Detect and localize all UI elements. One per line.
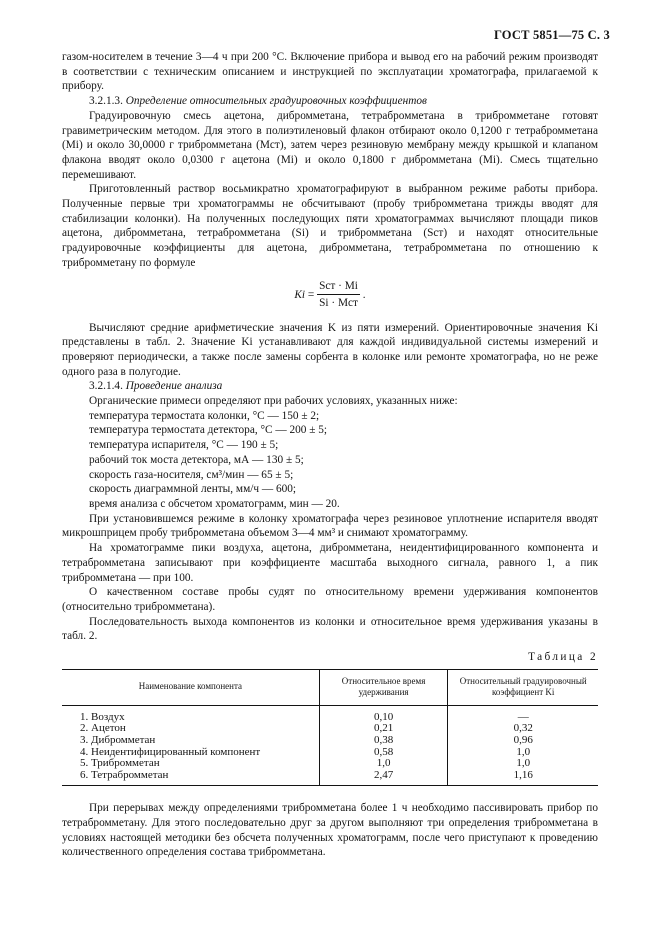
table-cell-coef: — [448,705,598,723]
condition-item: температура испарителя, °С — 190 ± 5; [89,439,279,452]
formula-lhs: Ki [294,288,306,301]
paragraph-10: При перерывах между определениями трибромметана более 1 ч необходимо пассивировать прибор по тетрабромметану. Для этого последовательно друг за другом выполняют три определения трибромметана в условиях настоящей методики без обсчета полученных хроматограмм, после чего приступают к проведению количественного определения состава трибромметана. [62,802,598,859]
paragraph-9: Последовательность выхода компонентов из колонки и относительное время удерживания указаны в табл. 2. [62,615,598,643]
paragraph-2: Градуировочную смесь ацетона, дибромметана, тетрабромметана в трибромметане готовят гравиметрическим методом. Для этого в полиэтиленовый флакон отбирают около 0,1200 г тетрабромметана (Mi) и около 30,0000 г трибромметана (Mст), затем через резиновую мембрану между крышкой и клапаном флакона вводят около 0,0300 г ацетона (Mi) и около 0,1800 г дибромметана (Mi). Смесь тщательно перемешивают. [62,109,598,181]
formula-equals: = [307,288,315,301]
paragraph-5: Органические примеси определяют при рабочих условиях, указанных ниже: [89,395,458,408]
table-cell-name: 1. Воздух [80,710,125,723]
table-cell-time: 0,10 [319,705,448,723]
table-caption: Таблица 2 [528,651,598,664]
table-cell-coef: 1,0 [448,758,598,770]
table-row [62,705,598,723]
table-cell-time: 0,21 [319,723,448,735]
section-3-2-1-4-heading [62,379,598,394]
table-row [62,735,598,747]
paragraph-4: Вычисляют средние арифметические значения K из пяти измерений. Ориентировочные значения Ki представлены в табл. 2. Значение Ki устанавливают для каждой индивидуальной системы измерений и проверяют периодически, а также после замены сорбента в колонке или ремонте хроматографа, но не реже одного раза в полугодие. [62,321,598,378]
table-header-time: Относительное время удерживания [319,669,448,705]
formula-denominator: Si · Mст [319,297,358,310]
condition-item: скорость диаграммной ленты, мм/ч — 600; [89,483,297,496]
section-3-2-1-3-heading [62,94,598,109]
page-content [62,50,598,860]
section-title: Определение относительных градуировочных коэффициентов [125,95,427,108]
page-header: ГОСТ 5851—75 С. 3 [493,28,610,42]
table-cell-name: 6. Тетрабромметан [80,768,169,781]
table-row [62,758,598,770]
table-cell-name: 4. Неидентифицированный компонент [80,745,261,758]
table-cell-time: 1,0 [319,758,448,770]
section-number: 3.2.1.3. [89,95,123,108]
table-cell-coef: 1,16 [448,770,598,786]
conditions-list [62,409,598,512]
table-cell-time: 2,47 [319,770,448,786]
table-cell-time: 0,38 [319,735,448,747]
table-row [62,770,598,786]
condition-item: скорость газа-носителя, см³/мин — 65 ± 5; [89,468,294,481]
table-cell-coef: 1,0 [448,747,598,759]
table-cell-time: 0,58 [319,747,448,759]
formula-fraction [317,279,360,311]
table-cell-name: 3. Дибромметан [80,733,156,746]
formula-end: . [362,288,366,301]
condition-item: температура термостата колонки, °С — 150 ± 2; [89,409,320,422]
condition-item: температура термостата детектора, °С — 200 ± 5; [89,424,328,437]
table-header-coef: Относительный градуировочный коэффициент Ki [448,669,598,705]
formula-numerator: Sст · Mi [317,279,360,296]
condition-item: время анализа с обсчетом хроматограмм, мин — 20. [89,497,340,510]
table-cell-coef: 0,32 [448,723,598,735]
condition-item: рабочий ток моста детектора, мА — 130 ± 5; [89,453,304,466]
table-cell-coef: 0,96 [448,735,598,747]
paragraph-6: При установившемся режиме в колонку хроматографа через резиновое уплотнение испарителя вводят микрошприцем пробу трибромметана объемом 3—4 мм³ и снимают хроматограмму. [62,512,598,540]
paragraph-8: О качественном составе пробы судят по относительному времени удерживания компонентов (относительно трибромметана). [62,586,598,613]
paragraph-7: На хроматограмме пики воздуха, ацетона, дибромметана, неидентифицированного компонента и тетрабромметана записывают при коэффициенте масштаба выходного сигнала, равного 1, а пик трибромметана — при 100. [62,542,598,584]
table-cell-name: 5. Трибромметан [80,757,160,770]
table-2 [62,669,598,787]
table-header-name: Наименование компонента [62,669,319,705]
paragraph-3: Приготовленный раствор восьмикратно хроматографируют в выбранном режиме работы прибора. Полученные первые три хроматограммы не обсчитывают (пробу трибромметана трижды вводят для стабилизации колонки). На полученных последующих пяти хроматограммах вычисляют площади пиков ацетона, дибромметана, тетрабромметана (Si) и трибромметана (Sст) и находят относительные градуировочные коэффициенты для ацетона, дибромметана, тетрабромметана по отношению к трибромметану по формуле [62,183,598,269]
formula [62,279,598,313]
section-number: 3.2.1.4. [89,380,123,393]
section-title: Проведение анализа [125,380,223,393]
paragraph-1: газом-носителем в течение 3—4 ч при 200 °С. Включение прибора и вывод его на рабочий режим производят в соответствии с техническим описанием и инструкцией по эксплуатации хроматографа, прилагаемой к прибору. [62,51,598,93]
table-cell-name: 2. Ацетон [80,722,126,735]
